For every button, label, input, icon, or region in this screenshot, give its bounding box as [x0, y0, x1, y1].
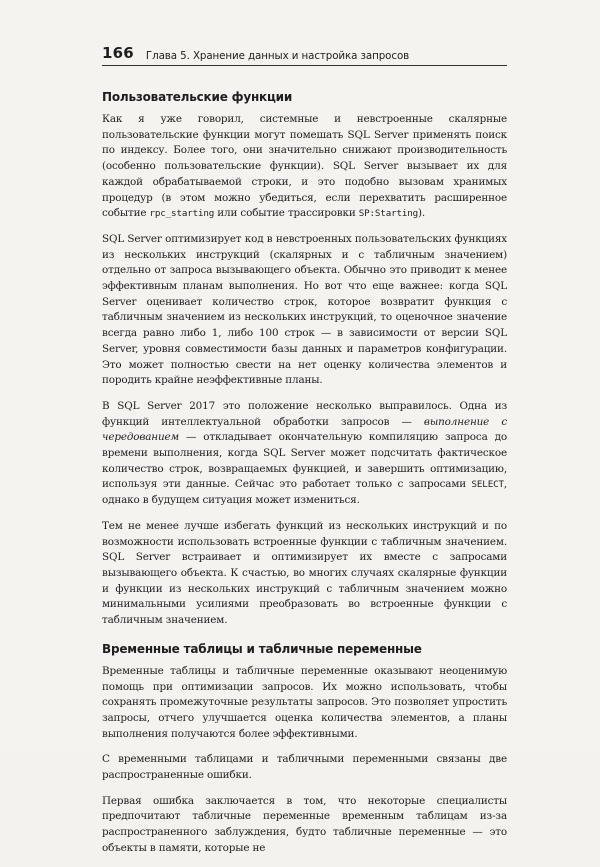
paragraph-text: Как я уже говорил, системные и невстроенные скалярные пользовательские функции могут помешать SQL Server применять поиск по индексу. Более того, они значительно снижают производительность (особенно пользовательские функции). SQL Server вызывает их для каждой обрабатываемой строки, и это подобно вызовам хранимых процедур (в этом можно убедиться, если перехватить расширенное событие [102, 113, 507, 220]
paragraph-text: , однако в будущем ситуация может измениться. [102, 478, 507, 507]
paragraph: С временными таблицами и табличными переменными связаны две распространенные ошибки. [102, 753, 507, 782]
paragraph: Первая ошибка заключается в том, что некоторые специалисты предпочитают табличные переменные временным таблицам из-за распространенного заблуждения, будто табличные переменные — это объекты в памяти, которые не [102, 794, 507, 854]
running-header [102, 40, 507, 66]
italic-term: выполнение с чередованием [102, 415, 508, 444]
page-number: 166 [102, 44, 134, 62]
page-body [102, 90, 507, 867]
paragraph [102, 112, 507, 222]
paragraph: SQL Server оптимизирует код в невстроенных пользовательских функциях из нескольких инструкций (скалярных и с табличным значением) отдельно от запроса вызывающего объекта. Обычно это приводит к менее эффективным планам выполнения. Но вот что еще важнее: когда SQL Server оценивает количество строк, которое возвратит функция с табличным значением из нескольких инструкций, то оценочное значение всегда равно либо 1, либо 100 строк — в зависимости от версии SQL Server, уровня совместимости базы данных и параметров конфигурации. Это может полностью свести на нет оценку количества элементов и породить крайне неэффективные планы. [102, 232, 507, 387]
code-rpc-starting: rpc_starting [149, 208, 215, 220]
paragraph-text: ). [417, 207, 426, 220]
paragraph [102, 399, 507, 509]
paragraph: Временные таблицы и табличные переменные оказывают неоценимую помощь при оптимизации запросов. Их можно использовать, чтобы сохранять промежуточные результаты запросов. Это позволяет упростить запросы, отчего улучшается оценка количества элементов, а планы выполнения получаются более эффективными. [102, 664, 507, 740]
paragraph-text: или событие трассировки [214, 207, 359, 220]
chapter-title: Глава 5. Хранение данных и настройка запросов [145, 50, 410, 62]
paragraph-text: — откладывает окончательную компиляцию запроса до времени выполнения, когда SQL Server может подсчитать фактическое количество строк, возвращаемых функцией, и завершить оптимизацию, используя эти данные. Сейчас это работает только с запросами [102, 431, 507, 491]
code-select: SELECT [471, 479, 504, 491]
paragraph: Тем не менее лучше избегать функций из нескольких инструкций и по возможности использовать встроенные функции с табличным значением. SQL Server встраивает и оптимизирует их вместе с запросами вызывающего объекта. К счастью, во многих случаях скалярные функции и функции из нескольких инструкций с табличным значением можно минимальными усилиями преобразовать во встроенные функции с табличным значением. [102, 519, 507, 627]
section-heading-user-functions: Пользовательские функции [102, 90, 293, 104]
paragraph-text: В SQL Server 2017 это положение несколько выправилось. Одна из функций интеллектуальной обработки запросов — [102, 399, 507, 428]
code-sp-starting: SP:Starting [358, 208, 418, 220]
section-heading-temp-tables: Временные таблицы и табличные переменные [102, 641, 422, 656]
